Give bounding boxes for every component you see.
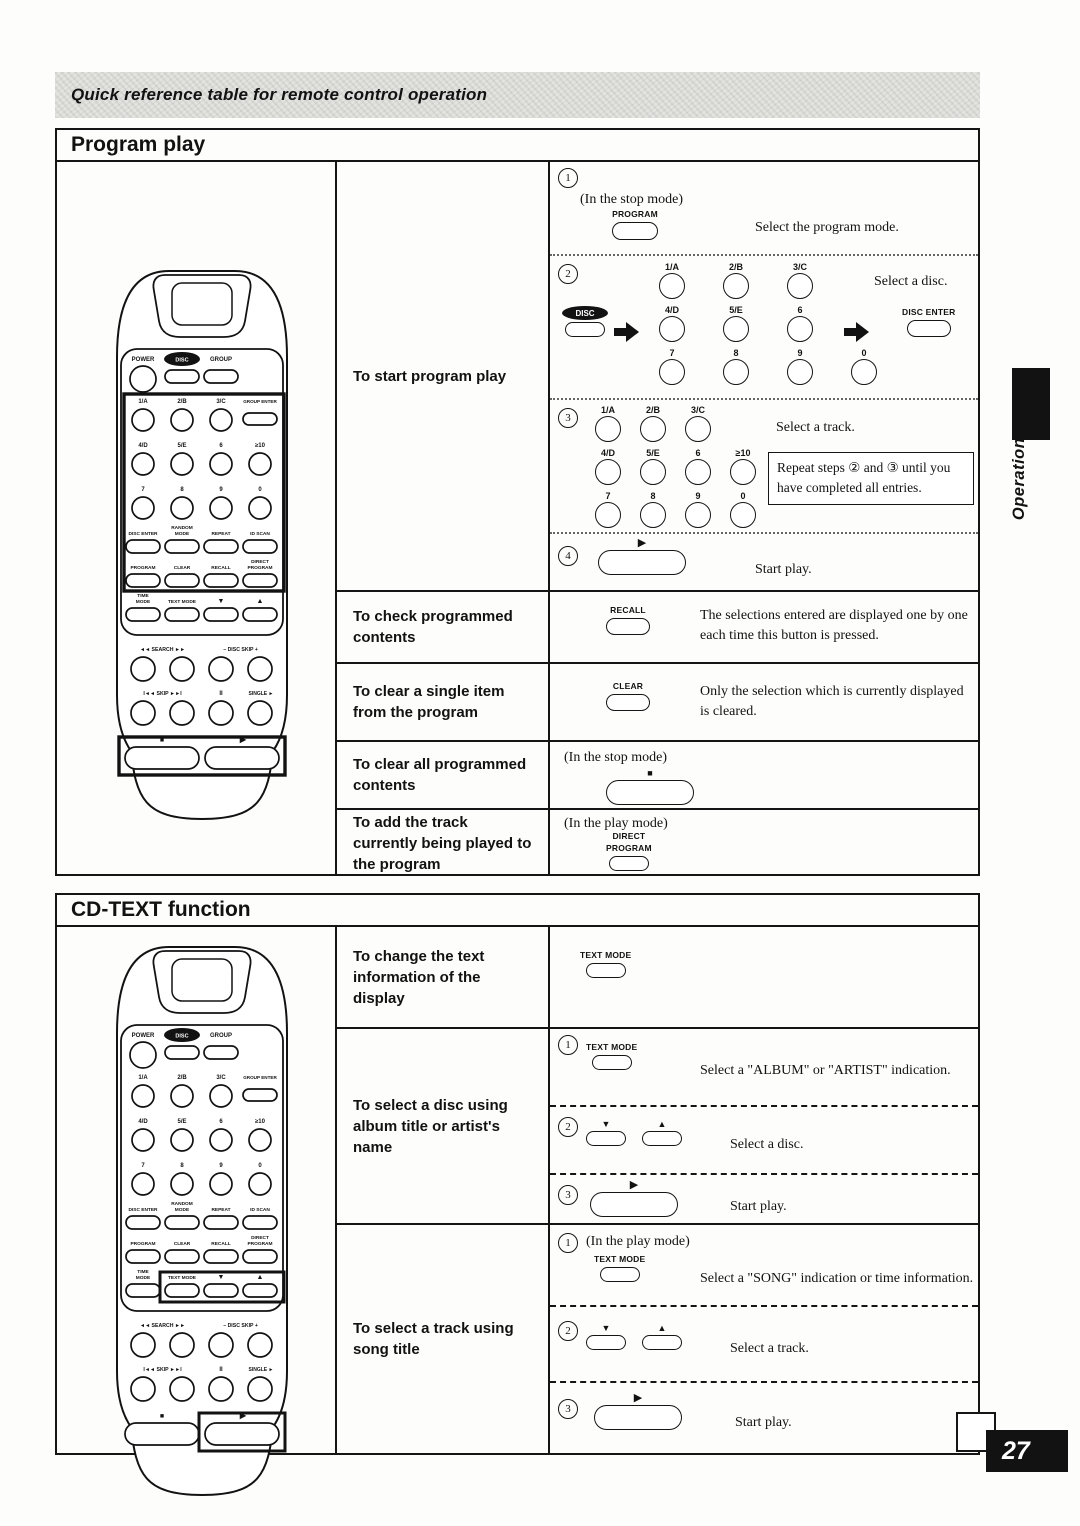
key-≥10: ≥10 (723, 448, 763, 485)
play-button (598, 538, 686, 575)
step-description: Start play. (730, 1199, 787, 1214)
play-icon: ▶ (629, 1179, 639, 1191)
step-number: 2 (558, 1321, 578, 1341)
key-3/C: 3/C (774, 262, 826, 299)
row-label-change-text: To change the text information of the display (335, 927, 548, 1027)
down-icon: ▼ (601, 1323, 611, 1333)
svg-text:8: 8 (180, 1163, 184, 1169)
svg-text:▼: ▼ (217, 598, 225, 605)
svg-text:3/C: 3/C (216, 1075, 226, 1081)
svg-text:RECALL: RECALL (211, 566, 231, 571)
remote-control-drawing-cdtext (77, 933, 327, 1518)
step-3-select-track (550, 398, 978, 532)
key-8: 8 (633, 491, 673, 528)
svg-text:▼: ▼ (217, 1274, 225, 1281)
step-2-select-disc (550, 1105, 978, 1173)
up-icon: ▲ (657, 1323, 667, 1333)
svg-text:PROGRAM: PROGRAM (247, 1242, 273, 1247)
svg-text:2/B: 2/B (177, 399, 187, 405)
svg-text:TEXT MODE: TEXT MODE (168, 1276, 196, 1281)
svg-text:POWER: POWER (131, 1033, 155, 1039)
svg-text:DIRECT: DIRECT (251, 560, 269, 565)
svg-text:I◄◄ SKIP ►►I: I◄◄ SKIP ►►I (143, 691, 182, 697)
up-icon: ▲ (657, 1119, 667, 1129)
key-2/B: 2/B (633, 405, 673, 442)
svg-text:◄◄ SEARCH ►►: ◄◄ SEARCH ►► (139, 1323, 186, 1329)
key-4/D: 4/D (588, 448, 628, 485)
svg-text:RECALL: RECALL (211, 1242, 231, 1247)
play-icon: ▶ (637, 537, 647, 549)
step-number: 3 (558, 1185, 578, 1205)
number-keypad (588, 405, 768, 534)
key-6: 6 (774, 305, 826, 342)
text-mode-button: TEXT MODE (586, 1043, 637, 1070)
row-label-start-program-play: To start program play (335, 162, 548, 590)
down-button (586, 1323, 626, 1350)
svg-text:▲: ▲ (256, 1274, 264, 1281)
down-icon: ▼ (601, 1119, 611, 1129)
svg-text:GROUP ENTER: GROUP ENTER (243, 1075, 277, 1080)
key-7: 7 (646, 348, 698, 385)
disc-enter-button: DISC ENTER (902, 308, 955, 337)
direct-program-cell (548, 808, 978, 876)
repeat-note: Repeat steps ② and ③ until you have completed all entries. (768, 452, 974, 505)
svg-text:CLEAR: CLEAR (173, 566, 191, 571)
svg-text:■: ■ (159, 1413, 165, 1420)
svg-text:■: ■ (159, 737, 165, 744)
svg-text:0: 0 (258, 1163, 262, 1169)
step-4-start-play (550, 532, 978, 590)
svg-text:RANDOM: RANDOM (171, 526, 193, 531)
program-button: PROGRAM (612, 210, 658, 240)
key-0: 0 (838, 348, 890, 385)
svg-text:POWER: POWER (131, 357, 155, 363)
section-title-cd-text: CD-TEXT function (57, 895, 978, 927)
clear-cell (548, 662, 978, 740)
svg-text:3/C: 3/C (216, 399, 226, 405)
play-button (594, 1393, 682, 1430)
step-description: Start play. (735, 1415, 792, 1430)
row-label-add-track: To add the track currently being played to the program (335, 808, 548, 876)
play-button (590, 1180, 678, 1217)
svg-text:◄◄ SEARCH ►►: ◄◄ SEARCH ►► (139, 647, 186, 653)
svg-text:GROUP: GROUP (209, 357, 233, 363)
key-7: 7 (588, 491, 628, 528)
svg-text:DISC: DISC (175, 357, 189, 364)
svg-text:− DISC SKIP +: − DISC SKIP + (223, 1323, 258, 1329)
svg-text:II: II (219, 1367, 223, 1373)
section-title-program-play: Program play (57, 130, 978, 162)
step-description: Select a "SONG" indication or time information. (700, 1271, 974, 1286)
mode-note: (In the stop mode) (564, 750, 668, 765)
svg-text:I◄◄ SKIP ►►I: I◄◄ SKIP ►►I (143, 1367, 182, 1373)
text-mode-cell (548, 927, 978, 1027)
remote-illustration-cell (57, 927, 335, 1453)
svg-text:5/E: 5/E (177, 1119, 187, 1125)
svg-text:DIRECT: DIRECT (251, 1236, 269, 1241)
svg-text:7: 7 (141, 1163, 145, 1169)
step-number: 2 (558, 264, 578, 284)
row-label-select-track: To select a track using song title (335, 1223, 548, 1453)
key-0: 0 (723, 491, 763, 528)
remote-svg (77, 257, 327, 837)
up-button (642, 1119, 682, 1146)
step-description: Select a track. (730, 1341, 809, 1356)
step-number: 3 (558, 1399, 578, 1419)
svg-text:MODE: MODE (135, 600, 151, 605)
disc-badge: DISC (562, 306, 608, 320)
steps-start-program-play (548, 162, 978, 590)
svg-text:SINGLE ►: SINGLE ► (248, 1367, 274, 1373)
key-5/E: 5/E (633, 448, 673, 485)
svg-text:▲: ▲ (256, 598, 264, 605)
header-band (55, 72, 980, 118)
svg-text:GROUP ENTER: GROUP ENTER (243, 399, 277, 404)
key-9: 9 (678, 491, 718, 528)
recall-button: RECALL (606, 606, 650, 635)
text-mode-button: TEXT MODE (594, 1255, 645, 1282)
svg-text:TEXT MODE: TEXT MODE (168, 600, 196, 605)
step-description: Select a "ALBUM" or "ARTIST" indication. (700, 1063, 951, 1078)
step-number: 3 (558, 408, 578, 428)
svg-text:4/D: 4/D (138, 1119, 148, 1125)
svg-text:SINGLE ►: SINGLE ► (248, 691, 274, 697)
step-description: Select the program mode. (755, 220, 899, 235)
step-description: Start play. (755, 562, 812, 577)
arrow-right-icon (614, 322, 640, 342)
row-description: The selections entered are displayed one by one each time this button is pressed. (700, 608, 968, 644)
remote-svg (77, 933, 327, 1513)
svg-text:6: 6 (219, 1119, 223, 1125)
row-label-clear-single: To clear a single item from the program (335, 662, 548, 740)
step-1-text-mode (550, 1029, 978, 1105)
step-description: Select a disc. (730, 1137, 804, 1152)
svg-text:DISC ENTER: DISC ENTER (128, 532, 158, 537)
clear-all-cell (548, 740, 978, 808)
clear-button: CLEAR (606, 682, 650, 711)
disc-button (562, 306, 608, 337)
step-number: 4 (558, 546, 578, 566)
key-6: 6 (678, 448, 718, 485)
mode-note: (In the play mode) (564, 816, 668, 831)
text-mode-button: TEXT MODE (580, 951, 631, 978)
up-button (642, 1323, 682, 1350)
svg-text:PROGRAM: PROGRAM (130, 566, 156, 571)
svg-text:PROGRAM: PROGRAM (247, 566, 273, 571)
recall-cell (548, 590, 978, 662)
step-1-select-program-mode (550, 162, 978, 254)
svg-text:9: 9 (219, 1163, 223, 1169)
cd-text-section (55, 893, 980, 1455)
row-label-check-contents: To check programmed contents (335, 590, 548, 662)
page-title: Quick reference table for remote control operation (71, 85, 488, 104)
key-9: 9 (774, 348, 826, 385)
svg-text:▶: ▶ (239, 735, 247, 744)
step-number: 1 (558, 1233, 578, 1253)
step-number: 2 (558, 1117, 578, 1137)
remote-control-drawing-program (77, 257, 327, 842)
page-number: 27 (986, 1430, 1068, 1472)
svg-text:MODE: MODE (135, 1276, 151, 1281)
svg-text:4/D: 4/D (138, 443, 148, 449)
stop-icon: ■ (647, 768, 653, 778)
key-1/A: 1/A (588, 405, 628, 442)
svg-text:6: 6 (219, 443, 223, 449)
row-label-select-disc: To select a disc using album title or artist's name (335, 1027, 548, 1223)
step-3-start-play (550, 1381, 978, 1455)
svg-text:II: II (219, 691, 223, 697)
svg-text:GROUP: GROUP (209, 1033, 233, 1039)
svg-text:ID SCAN: ID SCAN (250, 1208, 270, 1213)
svg-text:8: 8 (180, 487, 184, 493)
svg-text:DISC ENTER: DISC ENTER (128, 1208, 158, 1213)
steps-select-disc (548, 1027, 978, 1223)
svg-text:5/E: 5/E (177, 443, 187, 449)
svg-text:MODE: MODE (174, 532, 190, 537)
key-5/E: 5/E (710, 305, 762, 342)
svg-text:9: 9 (219, 487, 223, 493)
svg-text:▶: ▶ (239, 1411, 247, 1420)
step-number: 1 (558, 1035, 578, 1055)
key-8: 8 (710, 348, 762, 385)
svg-text:TIME: TIME (137, 594, 149, 599)
steps-select-track (548, 1223, 978, 1453)
mode-note: (In the play mode) (586, 1234, 690, 1249)
svg-text:1/A: 1/A (138, 399, 148, 405)
svg-text:DISC: DISC (175, 1033, 189, 1040)
operations-side-label: Operations (1010, 428, 1028, 521)
play-icon: ▶ (633, 1392, 643, 1404)
program-play-section (55, 128, 980, 876)
svg-text:0: 0 (258, 487, 262, 493)
step-description: Select a track. (776, 420, 855, 435)
svg-text:PROGRAM: PROGRAM (130, 1242, 156, 1247)
svg-text:7: 7 (141, 487, 145, 493)
svg-text:CLEAR: CLEAR (173, 1242, 191, 1247)
stop-button (606, 768, 694, 805)
remote-illustration-cell (57, 162, 335, 876)
key-1/A: 1/A (646, 262, 698, 299)
step-2-select-track (550, 1305, 978, 1381)
step-3-start-play (550, 1173, 978, 1225)
svg-text:REPEAT: REPEAT (211, 1208, 231, 1213)
svg-text:2/B: 2/B (177, 1075, 187, 1081)
mode-note: (In the stop mode) (580, 192, 684, 207)
key-2/B: 2/B (710, 262, 762, 299)
svg-text:TIME: TIME (137, 1270, 149, 1275)
step-2-select-disc (550, 254, 978, 398)
key-3/C: 3/C (678, 405, 718, 442)
svg-text:− DISC SKIP +: − DISC SKIP + (223, 647, 258, 653)
step-1-text-mode (550, 1225, 978, 1305)
svg-text:RANDOM: RANDOM (171, 1202, 193, 1207)
row-description: Only the selection which is currently displayed is cleared. (700, 684, 964, 720)
svg-text:≥10: ≥10 (255, 1119, 265, 1125)
down-button (586, 1119, 626, 1146)
key-4/D: 4/D (646, 305, 698, 342)
svg-text:REPEAT: REPEAT (211, 532, 231, 537)
svg-text:ID SCAN: ID SCAN (250, 532, 270, 537)
direct-program-button: DIRECT PROGRAM (606, 832, 652, 871)
step-number: 1 (558, 168, 578, 188)
svg-text:1/A: 1/A (138, 1075, 148, 1081)
arrow-right-icon (844, 322, 870, 342)
step-description: Select a disc. (874, 274, 948, 289)
row-label-clear-all: To clear all programmed contents (335, 740, 548, 808)
svg-text:≥10: ≥10 (255, 443, 265, 449)
svg-text:MODE: MODE (174, 1208, 190, 1213)
